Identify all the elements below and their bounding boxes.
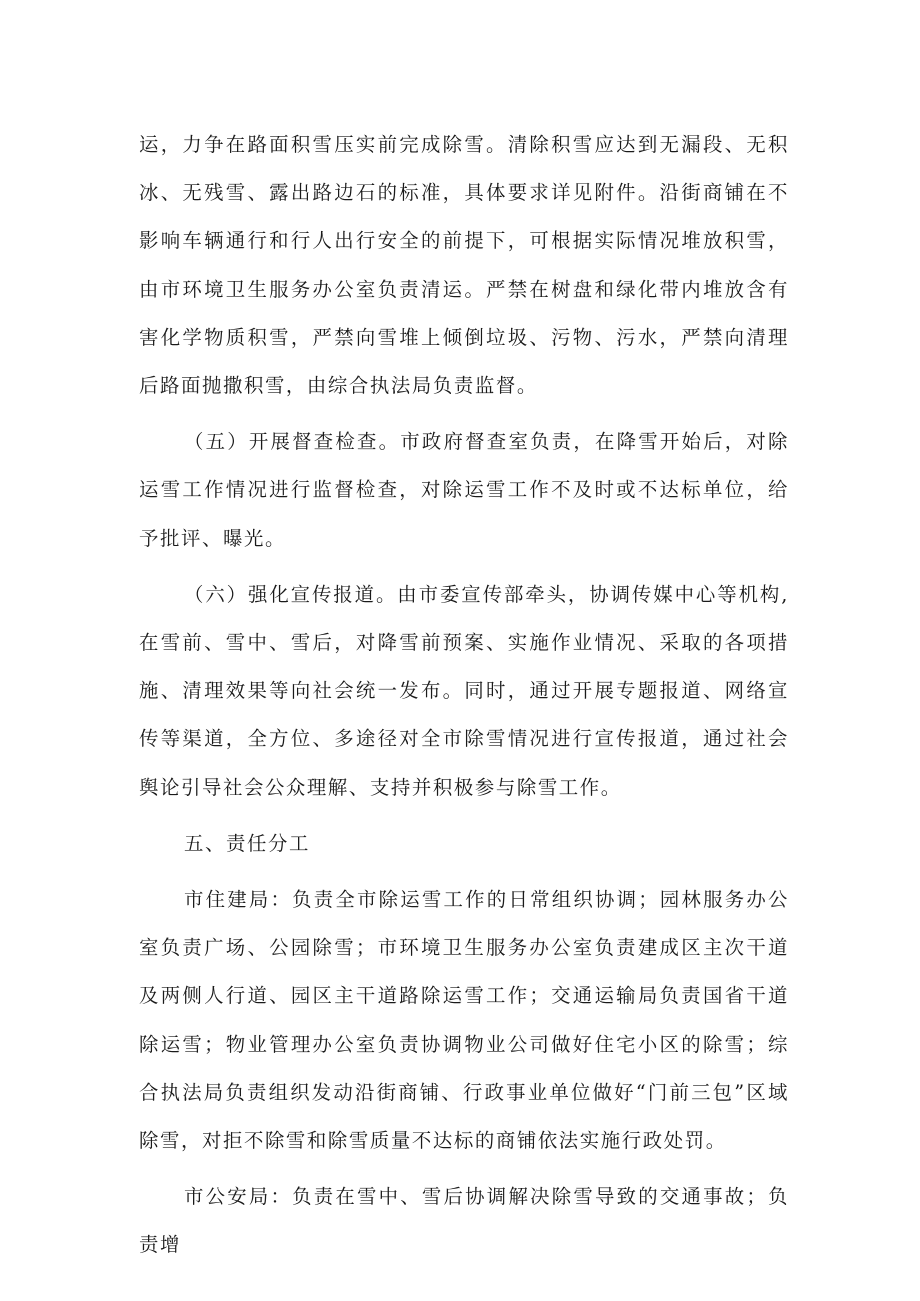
paragraph-supervision-inspection: （五）开展督查检查。市政府督查室负责，在降雪开始后，对除运雪工作情况进行监督检查，对除运雪工作不及时或不达标单位，给予批评、曝光。 bbox=[139, 430, 789, 550]
document-body bbox=[139, 121, 789, 1270]
paragraph-publicity-reporting: （六）强化宣传报道。由市委宣传部牵头，协调传媒中心等机构,在雪前、雪中、雪后，对降雪前预案、实施作业情况、采取的各项措施、清理效果等向社会统一发布。同时，通过开展专题报道、网络宣传等渠道，全方位、多途径对全市除雪情况进行宣传报道，通过社会舆论引导社会公众理解、支持并积极参与除雪工作。 bbox=[139, 582, 789, 799]
paragraph-housing-bureau: 市住建局：负责全市除运雪工作的日常组织协调；园林服务办公室负责广场、公园除雪；市环境卫生服务办公室负责建成区主次干道及两侧人行道、园区主干道路除运雪工作；交通运输局负责国省干道除运雪；物业管理办公室负责协调物业公司做好住宅小区的除雪；综合执法局负责组织发动沿街商铺、行政事业单位做好“门前三包”区域除雪，对拒不除雪和除雪质量不达标的商铺依法实施行政处罚。 bbox=[139, 888, 789, 1153]
paragraph-public-security-bureau: 市公安局：负责在雪中、雪后协调解决除雪导致的交通事故；负责增 bbox=[139, 1185, 789, 1257]
section-heading-responsibility-division: 五、责任分工 bbox=[184, 831, 310, 855]
paragraph-snow-clearing-standards: 运，力争在路面积雪压实前完成除雪。清除积雪应达到无漏段、无积冰、无残雪、露出路边石的标准，具体要求详见附件。沿街商铺在不影响车辆通行和行人出行安全的前提下，可根据实际情况堆放积雪，由市环境卫生服务办公室负责清运。严禁在树盘和绿化带内堆放含有害化学物质积雪，严禁向雪堆上倾倒垃圾、污物、污水，严禁向清理后路面抛撒积雪，由综合执法局负责监督。 bbox=[139, 133, 789, 398]
